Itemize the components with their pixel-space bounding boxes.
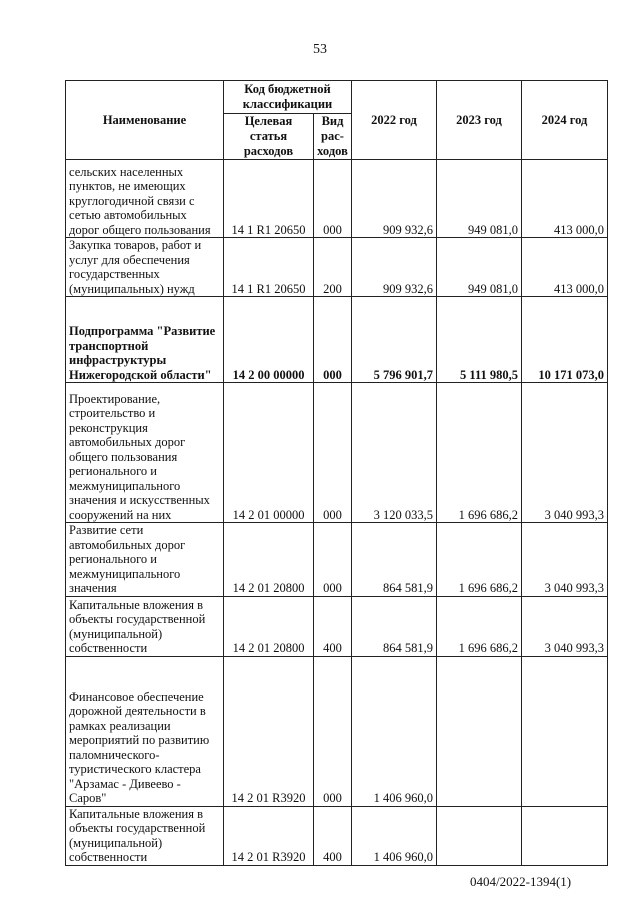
row-target-article-cell: 14 2 01 00000 — [224, 383, 314, 523]
page-number: 53 — [313, 42, 327, 57]
row-2022-cell: 864 581,9 — [352, 596, 437, 656]
row-expense-type-cell: 200 — [314, 238, 352, 297]
row-target-article-cell: 14 1 R1 20650 — [224, 160, 314, 238]
row-2023-cell — [437, 806, 522, 865]
table-body — [66, 160, 608, 866]
row-2023-cell: 1 696 686,2 — [437, 383, 522, 523]
row-name-cell: Финансовое обеспечение дорожной деятельности в рамках реализации мероприятий по развитию паломнического-туристического кластера "Арзамас - Дивеево - Саров" — [66, 656, 224, 806]
table-row — [66, 806, 608, 865]
row-2022-cell: 1 406 960,0 — [352, 656, 437, 806]
row-target-article-cell: 14 2 01 R3920 — [224, 656, 314, 806]
row-2022-cell: 909 932,6 — [352, 238, 437, 297]
row-name-cell: Развитие сети автомобильных дорог регионального и межмуниципального значения — [66, 523, 224, 597]
row-name-cell: Закупка товаров, работ и услуг для обеспечения государственных (муниципальных) нужд — [66, 238, 224, 297]
row-2024-cell — [522, 656, 608, 806]
row-2022-cell: 909 932,6 — [352, 160, 437, 238]
header-2022: 2022 год — [352, 81, 437, 160]
table-row — [66, 656, 608, 806]
row-2024-cell: 413 000,0 — [522, 238, 608, 297]
header-target-article: Целевая статья расходов — [224, 114, 314, 160]
row-target-article-cell: 14 1 R1 20650 — [224, 238, 314, 297]
row-expense-type-cell: 400 — [314, 596, 352, 656]
row-name-cell: сельских населенных пунктов, не имеющих круглогодичной связи с сетью автомобильных дорог общего пользования — [66, 160, 224, 238]
row-expense-type-cell: 000 — [314, 297, 352, 383]
header-2024: 2024 год — [522, 81, 608, 160]
row-expense-type-cell: 000 — [314, 383, 352, 523]
table-row — [66, 297, 608, 383]
table-row — [66, 523, 608, 597]
row-2023-cell — [437, 656, 522, 806]
header-2023: 2023 год — [437, 81, 522, 160]
row-expense-type-cell: 400 — [314, 806, 352, 865]
row-2022-cell: 1 406 960,0 — [352, 806, 437, 865]
table-row — [66, 596, 608, 656]
row-name-cell: Подпрограмма "Развитие транспортной инфраструктуры Нижегородской области" — [66, 297, 224, 383]
row-2023-cell: 5 111 980,5 — [437, 297, 522, 383]
table-row — [66, 238, 608, 297]
row-2023-cell: 1 696 686,2 — [437, 523, 522, 597]
row-2024-cell: 413 000,0 — [522, 160, 608, 238]
row-target-article-cell: 14 2 01 R3920 — [224, 806, 314, 865]
budget-table — [65, 80, 608, 866]
row-name-cell: Капитальные вложения в объекты государственной (муниципальной) собственности — [66, 596, 224, 656]
row-2024-cell: 10 171 073,0 — [522, 297, 608, 383]
row-target-article-cell: 14 2 00 00000 — [224, 297, 314, 383]
table-row — [66, 383, 608, 523]
row-2024-cell — [522, 806, 608, 865]
row-expense-type-cell: 000 — [314, 160, 352, 238]
row-name-cell: Капитальные вложения в объекты государственной (муниципальной) собственности — [66, 806, 224, 865]
header-name: Наименование — [66, 81, 224, 160]
row-target-article-cell: 14 2 01 20800 — [224, 523, 314, 597]
row-2024-cell: 3 040 993,3 — [522, 383, 608, 523]
row-2024-cell: 3 040 993,3 — [522, 523, 608, 597]
header-expense-type: Вид рас-ходов — [314, 114, 352, 160]
row-expense-type-cell: 000 — [314, 656, 352, 806]
row-2023-cell: 949 081,0 — [437, 238, 522, 297]
row-target-article-cell: 14 2 01 20800 — [224, 596, 314, 656]
row-2023-cell: 1 696 686,2 — [437, 596, 522, 656]
table-row — [66, 160, 608, 238]
row-2022-cell: 864 581,9 — [352, 523, 437, 597]
row-2023-cell: 949 081,0 — [437, 160, 522, 238]
row-2024-cell: 3 040 993,3 — [522, 596, 608, 656]
document-code: 0404/2022-1394(1) — [470, 874, 572, 889]
row-expense-type-cell: 000 — [314, 523, 352, 597]
row-2022-cell: 3 120 033,5 — [352, 383, 437, 523]
row-2022-cell: 5 796 901,7 — [352, 297, 437, 383]
row-name-cell: Проектирование, строительство и реконструкция автомобильных дорог общего пользования регионального и межмуниципального значения и искусственных сооружений на них — [66, 383, 224, 523]
header-code-group: Код бюджетной классификации — [224, 81, 352, 114]
